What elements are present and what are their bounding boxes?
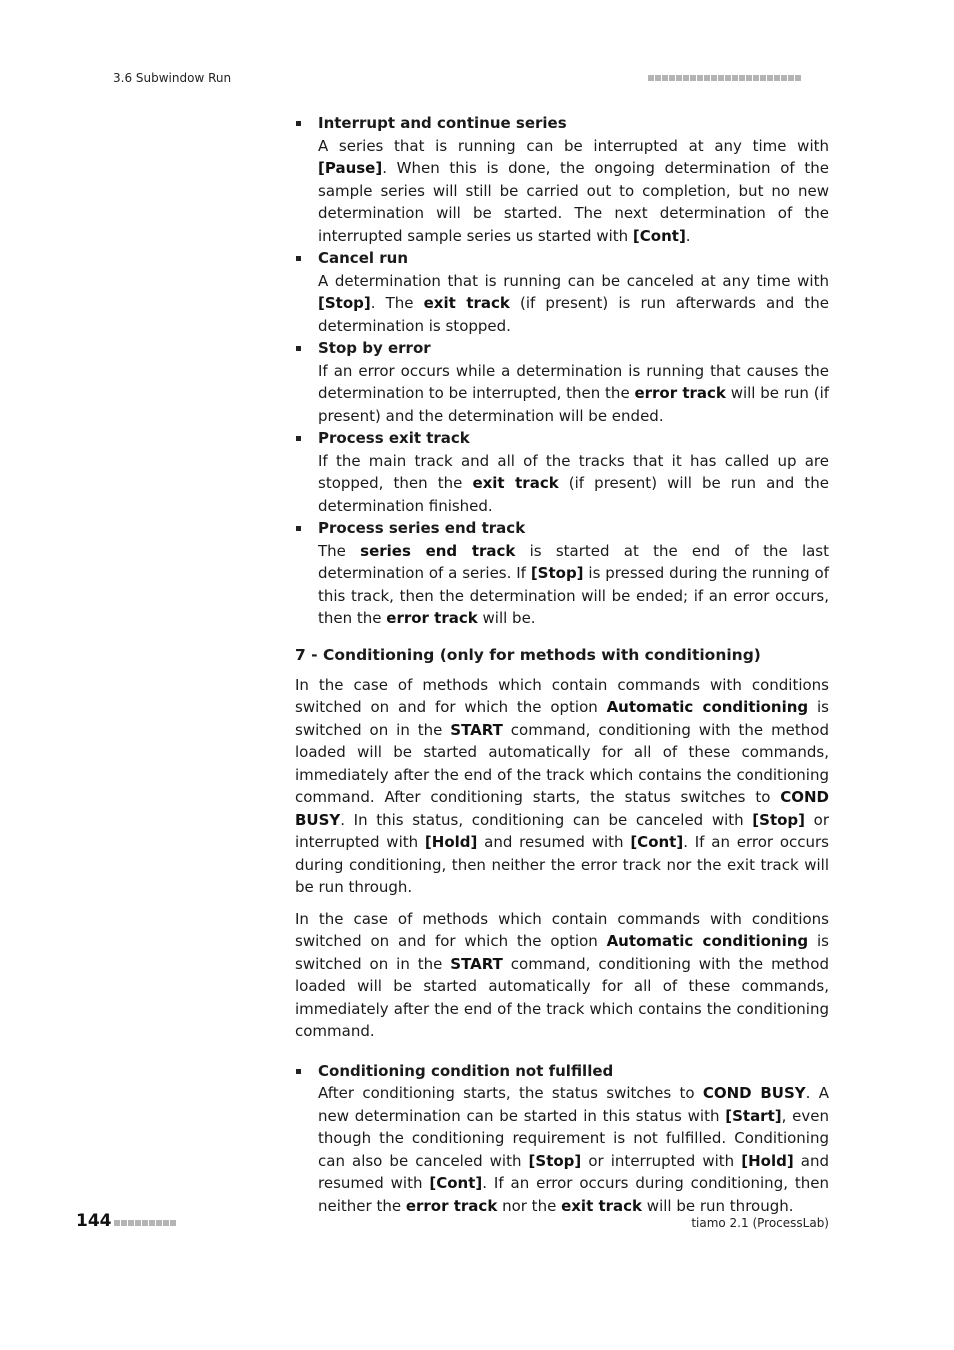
text-run: The: [318, 541, 361, 560]
bold-term: START: [450, 954, 503, 973]
decorative-dot: [711, 75, 717, 81]
bullet-description: [318, 450, 829, 518]
text-run: After conditioning starts, the status switches to: [318, 1084, 703, 1102]
section-heading-conditioning: 7 - Conditioning (only for methods with conditioning): [295, 645, 761, 664]
decorative-dot: [669, 75, 675, 81]
bullet-item: [295, 427, 829, 517]
text-run: is switched on in the: [295, 932, 829, 973]
decorative-dot: [732, 75, 738, 81]
text-run: will be.: [477, 609, 536, 627]
text-run: or interrupted with: [581, 1151, 742, 1170]
decorative-dot: [135, 1220, 141, 1226]
text-run: In the case of methods which contain commands with conditions switched on and for which the option: [295, 909, 829, 950]
running-header-section: 3.6 Subwindow Run: [113, 71, 232, 85]
decorative-dot: [774, 75, 780, 81]
text-run: is switched on in the: [295, 698, 829, 739]
decorative-dot: [655, 75, 661, 81]
text-run: (if present) is run afterwards and the determination is stopped.: [318, 294, 830, 335]
bold-term: [Stop]: [530, 564, 584, 582]
bold-term: [Cont]: [630, 833, 684, 851]
bullet-description: [318, 360, 829, 428]
decorative-dot: [676, 75, 682, 81]
decorative-dot: [767, 75, 773, 81]
decorative-dot: [753, 75, 759, 81]
text-run: , even though the conditioning requirement is not fulfilled. Conditioning can also be canceled with: [318, 1106, 829, 1170]
bold-term: [Hold]: [424, 833, 478, 851]
bullet-item: [295, 247, 829, 337]
text-run: (if present) will be run and the determination finished.: [318, 474, 829, 515]
decorative-dot: [121, 1220, 127, 1226]
text-run: A determination that is running can be canceled at any time with: [318, 271, 829, 290]
body-paragraph: [295, 908, 829, 1043]
footer-product-name: tiamo 2.1 (ProcessLab): [691, 1216, 829, 1230]
decorative-dot: [114, 1220, 120, 1226]
decorative-dot: [697, 75, 703, 81]
decorative-dot: [704, 75, 710, 81]
text-run: . The: [370, 294, 424, 312]
footer-decorative-dots: [114, 1220, 176, 1226]
bullet-item: [295, 337, 829, 427]
bold-term: COND BUSY: [702, 1084, 806, 1102]
page-number: 144: [76, 1211, 112, 1231]
decorative-dot: [648, 75, 654, 81]
decorative-dot: [662, 75, 668, 81]
text-run: will be run through.: [642, 1196, 794, 1215]
bullet-description: [318, 540, 829, 630]
text-run: . In this status, conditioning can be canceled with: [340, 810, 753, 829]
bold-term: START: [450, 720, 503, 739]
bold-term: series end track: [360, 541, 516, 560]
text-run: . If an error occurs during conditioning, then neither the error track nor the exit track will be run through.: [295, 833, 830, 896]
bold-term: COND BUSY: [295, 788, 829, 829]
decorative-dot: [781, 75, 787, 81]
decorative-dot: [690, 75, 696, 81]
bullet-description: [318, 1082, 829, 1217]
bullet-title: Interrupt and continue series: [318, 114, 567, 132]
text-run: command, conditioning with the method loaded will be started automatically for all of these commands, immediately after the end of the track which contains the conditioning command.: [295, 954, 829, 1040]
text-run: nor the: [497, 1196, 562, 1215]
text-run: and resumed with: [318, 1151, 829, 1192]
header-decorative-dots: [648, 75, 801, 81]
decorative-dot: [149, 1220, 155, 1226]
decorative-dot: [760, 75, 766, 81]
text-run: A series that is running can be interrupted at any time with: [318, 136, 829, 155]
decorative-dot: [142, 1220, 148, 1226]
bullet-item: [295, 1060, 829, 1218]
conditioning-paragraphs: [295, 674, 829, 1043]
decorative-dot: [718, 75, 724, 81]
body-paragraph: [295, 674, 829, 899]
bold-term: error track: [386, 609, 478, 627]
page-body: [295, 112, 829, 1217]
bold-term: [Stop]: [752, 810, 806, 829]
text-run: will be run (if present) and the determination will be ended.: [318, 384, 830, 425]
decorative-dot: [725, 75, 731, 81]
decorative-dot: [746, 75, 752, 81]
bold-term: [Stop]: [528, 1151, 582, 1170]
bold-term: exit track: [423, 294, 510, 312]
decorative-dot: [795, 75, 801, 81]
bold-term: [Cont]: [632, 226, 686, 245]
text-run: In the case of methods which contain commands with conditions switched on and for which the option: [295, 675, 829, 716]
bold-term: error track: [405, 1196, 498, 1215]
bullet-title: Process series end track: [318, 519, 526, 537]
decorative-dot: [156, 1220, 162, 1226]
bullet-title: Cancel run: [318, 249, 408, 267]
text-run: . If an error occurs during conditioning, then neither the: [318, 1174, 830, 1215]
decorative-dot: [788, 75, 794, 81]
decorative-dot: [170, 1220, 176, 1226]
decorative-dot: [683, 75, 689, 81]
bold-term: error track: [634, 384, 726, 402]
bullet-item: [295, 517, 829, 630]
text-run: and resumed with: [477, 833, 631, 851]
bullet-item: [295, 112, 829, 247]
bold-term: [Stop]: [318, 294, 371, 312]
bullet-title: Conditioning condition not fulfilled: [318, 1061, 614, 1080]
bullet-description: [318, 135, 829, 248]
text-run: is started at the end of the last determination of a series. If: [318, 541, 830, 582]
bold-term: [Hold]: [741, 1151, 794, 1170]
bold-term: exit track: [561, 1196, 643, 1215]
decorative-dot: [128, 1220, 134, 1226]
bullet-title: Process exit track: [318, 429, 470, 447]
bullet-list-conditioning: [295, 1060, 829, 1218]
bold-term: Automatic conditioning: [606, 698, 809, 716]
bullet-title: Stop by error: [318, 339, 431, 357]
text-run: If an error occurs while a determination is running that causes the determination to be interrupted, then the: [318, 361, 829, 402]
bullet-list-run-actions: [295, 112, 829, 630]
text-run: If the main track and all of the tracks that it has called up are stopped, then the: [318, 451, 829, 492]
bold-term: exit track: [472, 474, 559, 492]
text-run: or interrupted with: [295, 810, 829, 851]
text-run: is pressed during the running of this track, then the determination will be ended; if an error occurs, then the: [318, 564, 829, 627]
bold-term: [Cont]: [429, 1174, 483, 1192]
bullet-description: [318, 270, 829, 338]
bold-term: [Start]: [725, 1106, 782, 1125]
bold-term: [Pause]: [318, 159, 383, 177]
text-run: . When this is done, the ongoing determination of the sample series will still be carried out to completion, but no new determination will be started. The next determination of the interrupted sample series us started with: [318, 159, 829, 245]
text-run: .: [685, 226, 691, 245]
decorative-dot: [739, 75, 745, 81]
bold-term: Automatic conditioning: [606, 932, 809, 950]
text-run: command, conditioning with the method loaded will be started automatically for all of these commands, immediately after the end of the track which contains the conditioning command. After conditioning starts, the status switches to: [295, 720, 829, 806]
decorative-dot: [163, 1220, 169, 1226]
text-run: . A new determination can be started in this status with: [318, 1084, 829, 1125]
